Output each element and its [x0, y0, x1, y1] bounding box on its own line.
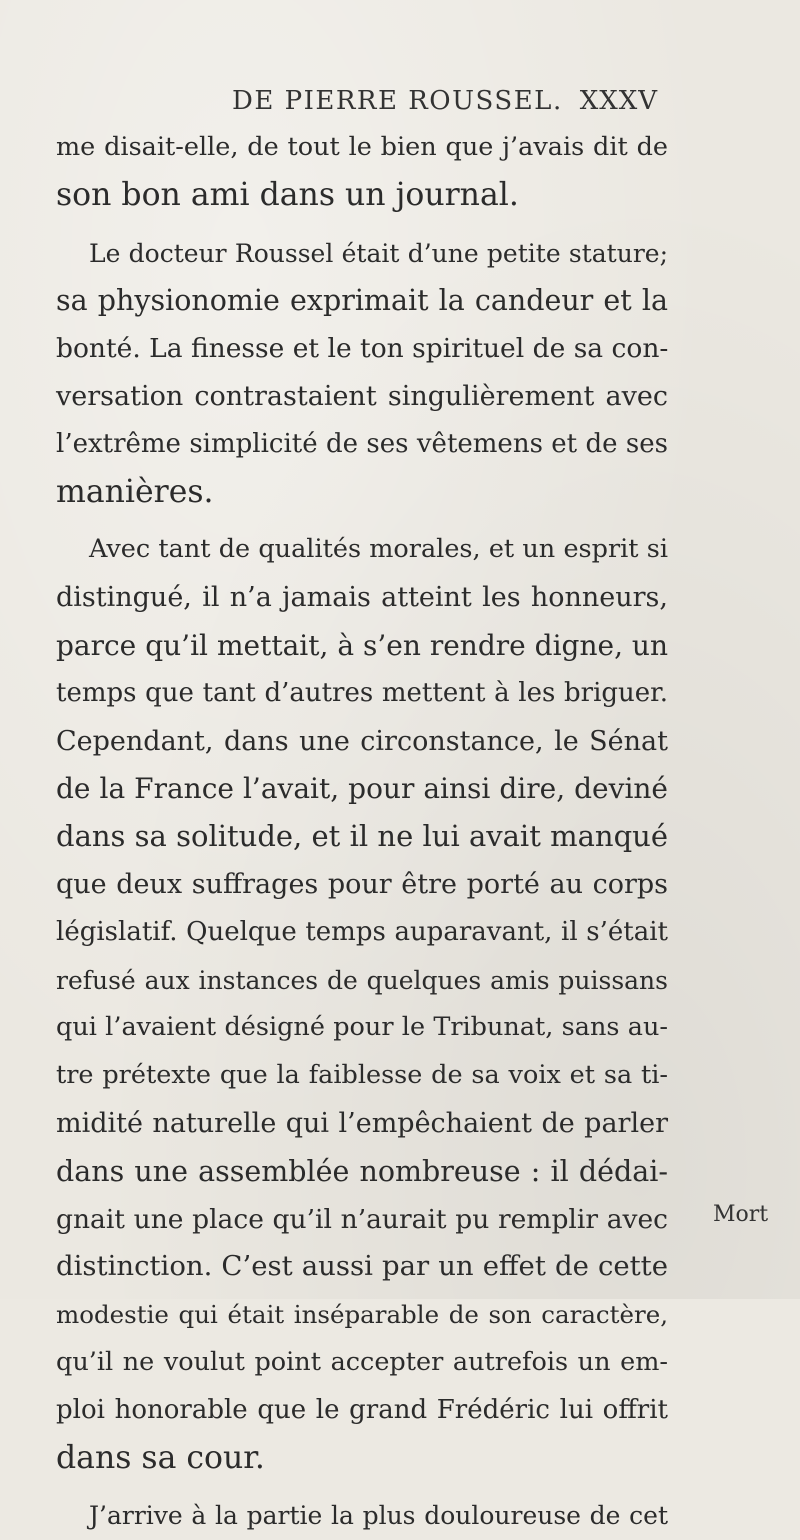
text-line: que deux suffrages pour être porté au corps — [56, 868, 668, 900]
text-line: me disait-elle, de tout le bien que j’avais dit de — [56, 132, 668, 162]
text-line: midité naturelle qui l’empêchaient de parler — [56, 1107, 668, 1139]
text-line: versation contrastaient singulièrement avec — [56, 380, 668, 412]
text-line: son bon ami dans un journal. — [56, 176, 519, 213]
body-text — [56, 124, 668, 1540]
text-line: bonté. La finesse et le ton spirituel de sa con- — [56, 333, 669, 365]
text-line: modestie qui était inséparable de son caractère, — [56, 1300, 668, 1330]
margin-note: Mort — [713, 1202, 769, 1227]
page-number: XXXV — [579, 86, 658, 116]
text-line: l’extrême simplicité de ses vêtemens et de ses — [56, 428, 668, 459]
text-line: dans une assemblée nombreuse : il dédai- — [56, 1154, 668, 1188]
text-line: sa physionomie exprimait la candeur et la — [56, 284, 668, 318]
text-line: dans sa cour. — [56, 1439, 265, 1476]
running-title: DE PIERRE ROUSSEL. — [232, 86, 563, 116]
text-line: dans sa solitude, et il ne lui avait manqué — [56, 819, 668, 854]
text-line: temps que tant d’autres mettent à les briguer. — [56, 677, 668, 708]
text-line: Le docteur Roussel était d’une petite stature; — [89, 238, 668, 268]
text-line: J’arrive à la partie la plus douloureuse de cet — [89, 1501, 668, 1531]
text-line: qui l’avaient désigné pour le Tribunat, sans au- — [56, 1012, 668, 1043]
text-line: qu’il ne voulut point accepter autrefois un em- — [56, 1346, 668, 1377]
text-line: distingué, il n’a jamais atteint les honneurs, — [56, 582, 668, 614]
running-head — [232, 86, 658, 122]
text-line: tre prétexte que la faiblesse de sa voix et sa ti- — [56, 1060, 668, 1091]
text-line: gnait une place qu’il n’aurait pu remplir avec — [56, 1203, 668, 1235]
text-line: distinction. C’est aussi par un effet de cette — [56, 1250, 668, 1283]
text-line: parce qu’il mettait, à s’en rendre digne, un — [56, 628, 668, 662]
text-line: ploi honorable que le grand Frédéric lui offrit — [56, 1394, 668, 1425]
text-line: de la France l’avait, pour ainsi dire, deviné — [56, 772, 668, 806]
text-line: manières. — [56, 473, 214, 510]
text-line: Cependant, dans une circonstance, le Sénat — [56, 725, 668, 757]
text-line: refusé aux instances de quelques amis puissans — [56, 965, 668, 995]
text-line: législatif. Quelque temps auparavant, il s’était — [56, 916, 668, 947]
text-line: Avec tant de qualités morales, et un esprit si — [89, 534, 668, 565]
